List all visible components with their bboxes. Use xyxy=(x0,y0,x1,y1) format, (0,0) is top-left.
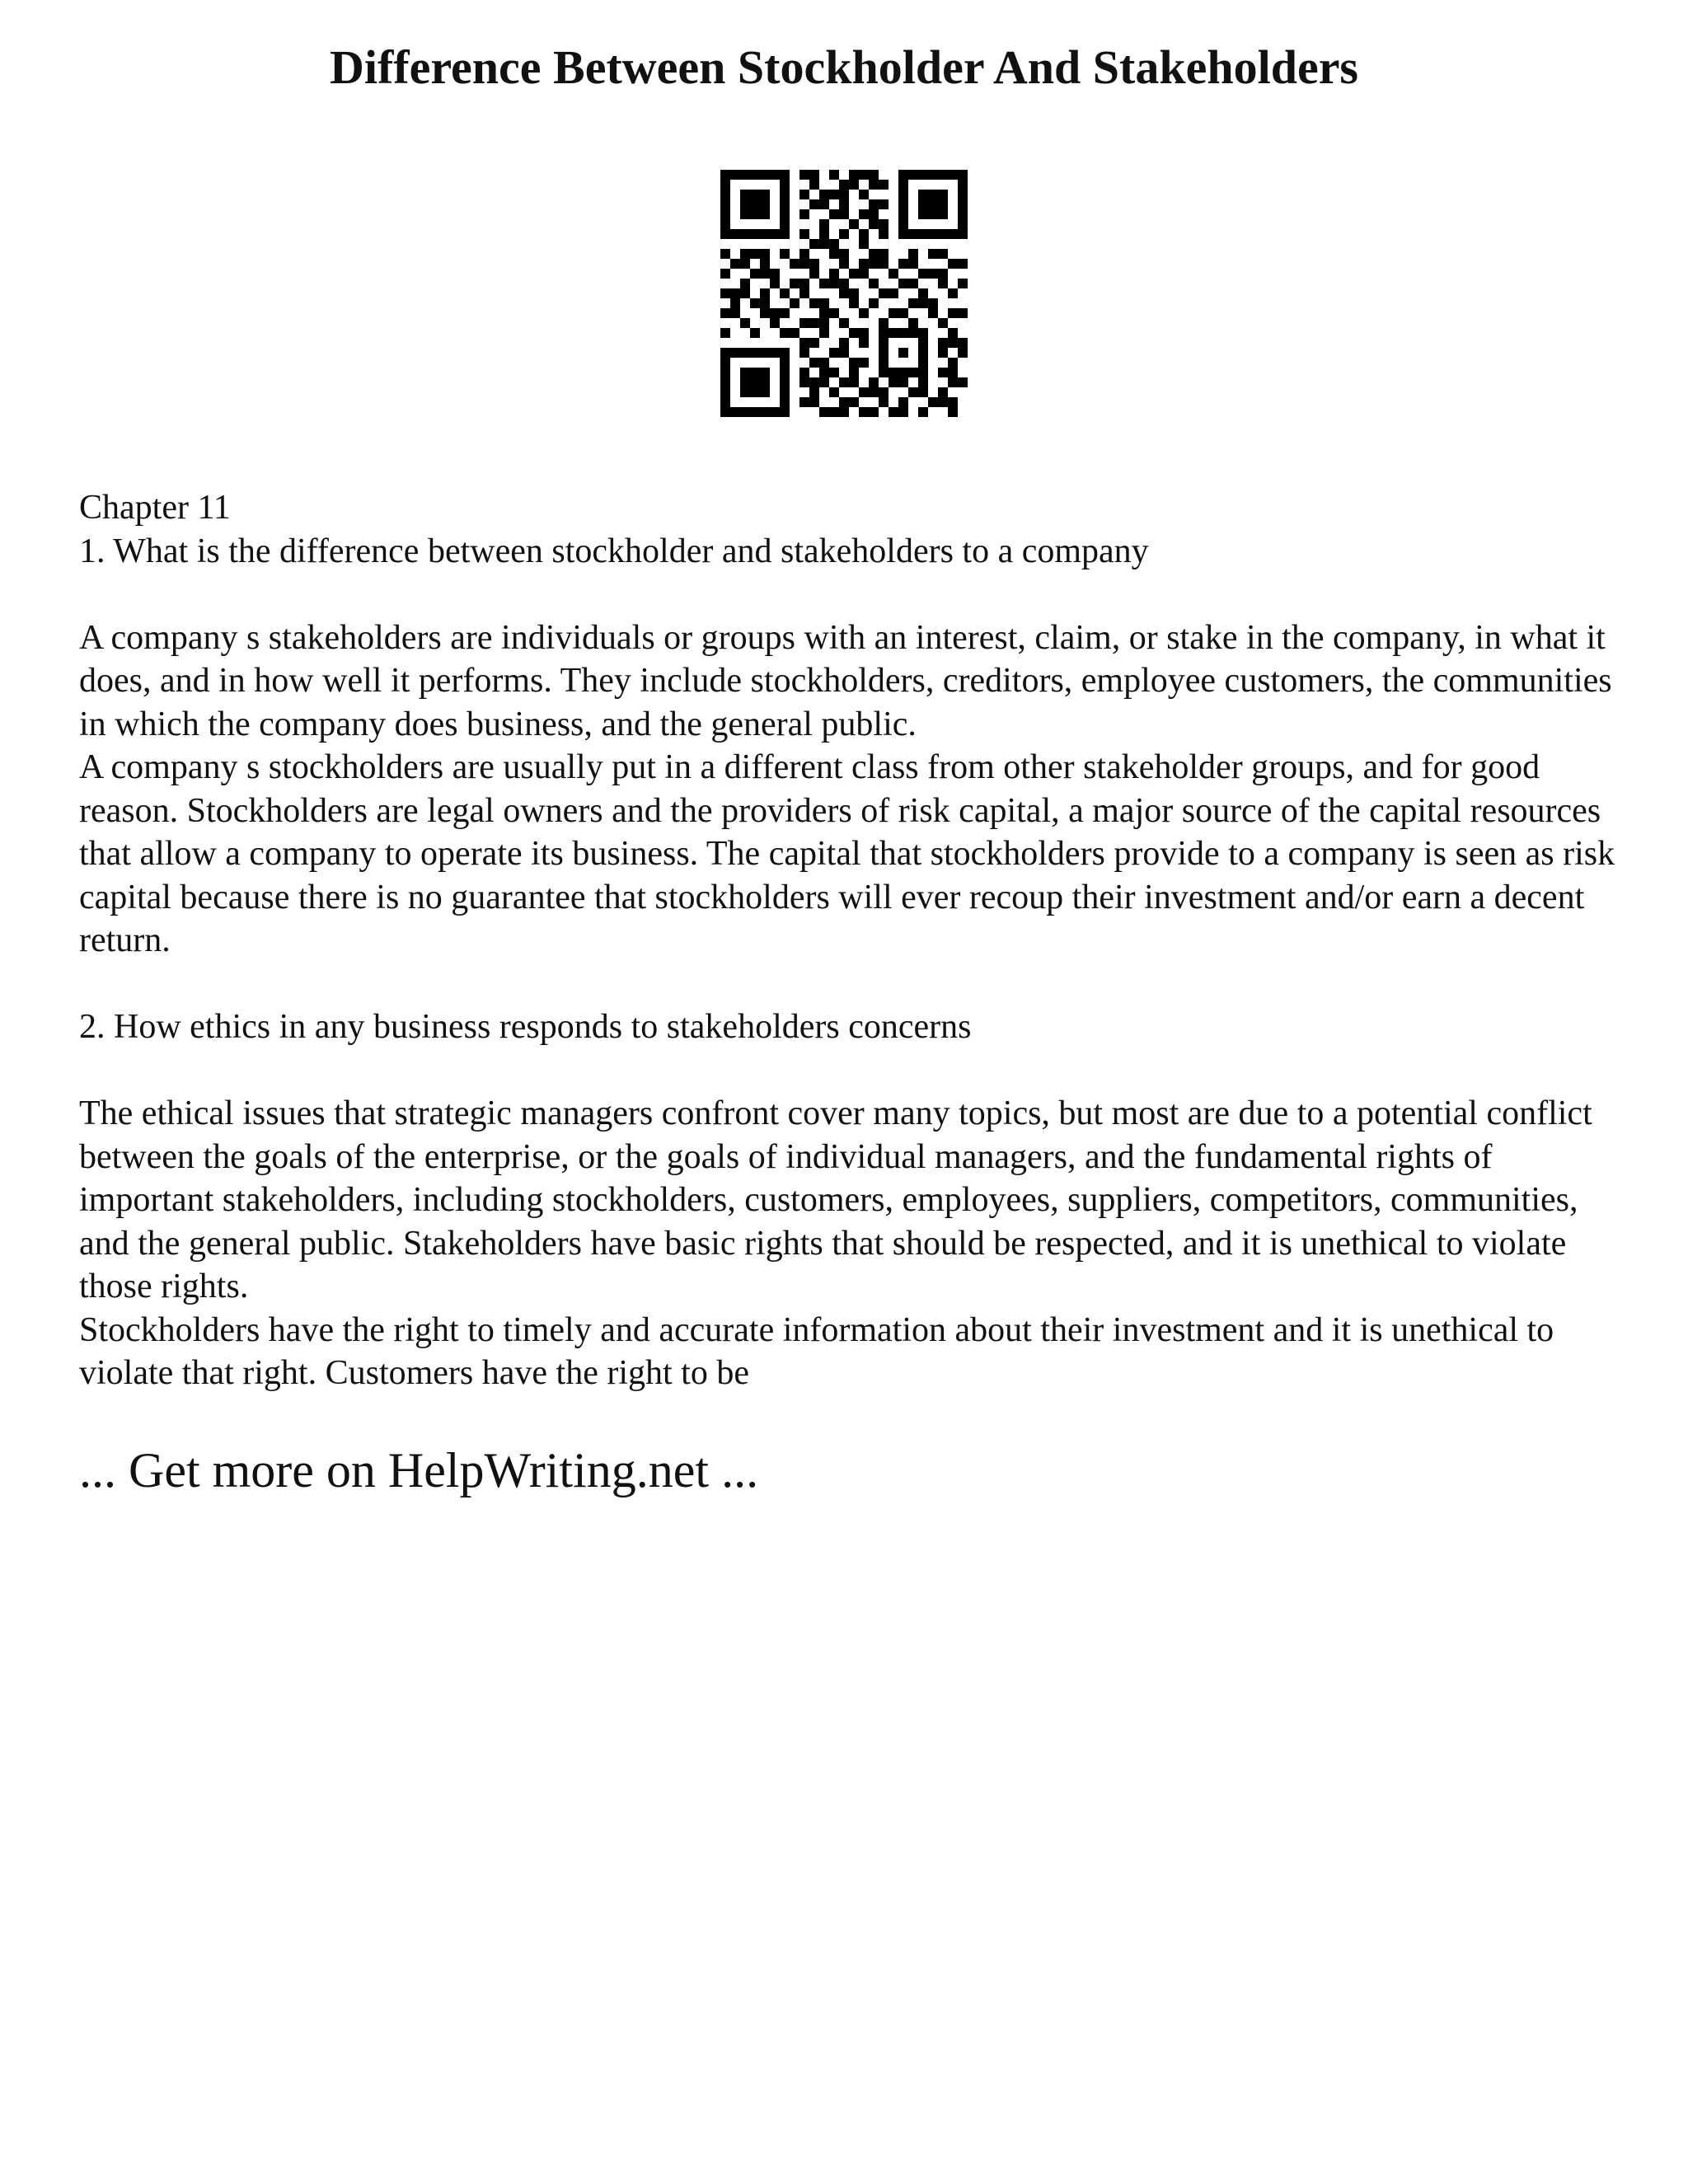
paragraph-gap xyxy=(79,573,1629,616)
answer-2-paragraph-2: Stockholders have the right to timely and accurate information about their investment and it is unethical to violate that right. Customers have the right to be xyxy=(79,1310,1554,1392)
paragraph-gap xyxy=(79,1049,1629,1093)
get-more-link[interactable]: ... Get more on HelpWriting.net ... xyxy=(79,1443,759,1497)
paragraph-gap xyxy=(79,963,1629,1006)
question-1: 1. What is the difference between stockholder and stakeholders to a company xyxy=(79,532,1149,570)
qr-code xyxy=(720,170,968,417)
answer-1-paragraph-1: A company s stakeholders are individuals or groups with an interest, claim, or stake in the company, in what it does, and in how well it performs. They include stockholders, creditors, employee customers, the communities in which the company does business, and the general public. xyxy=(79,618,1612,743)
answer-2-paragraph-1: The ethical issues that strategic managers confront cover many topics, but most are due to a potential conflict between the goals of the enterprise, or the goals of individual managers, and the fundamental rights of important stakeholders, including stockholders, customers, employees, suppliers, competitors, communities, and the general public. Stakeholders have basic rights that should be respected, and it is unethical to violate those rights. xyxy=(79,1094,1592,1305)
document-body xyxy=(79,486,1629,1395)
question-2: 2. How ethics in any business responds to stakeholders concerns xyxy=(79,1008,972,1046)
chapter-heading: Chapter 11 xyxy=(79,489,231,527)
answer-1-paragraph-2: A company s stockholders are usually put in a different class from other stakeholder groups, and for good reason. Stockholders are legal owners and the providers of risk capital, a major source of the capital resources that allow a company to operate its business. The capital that stockholders provide to a company is seen as risk capital because there is no guarantee that stockholders will ever recoup their investment and/or earn a decent return. xyxy=(79,748,1615,959)
document-title: Difference Between Stockholder And Stakeholders xyxy=(329,40,1359,94)
